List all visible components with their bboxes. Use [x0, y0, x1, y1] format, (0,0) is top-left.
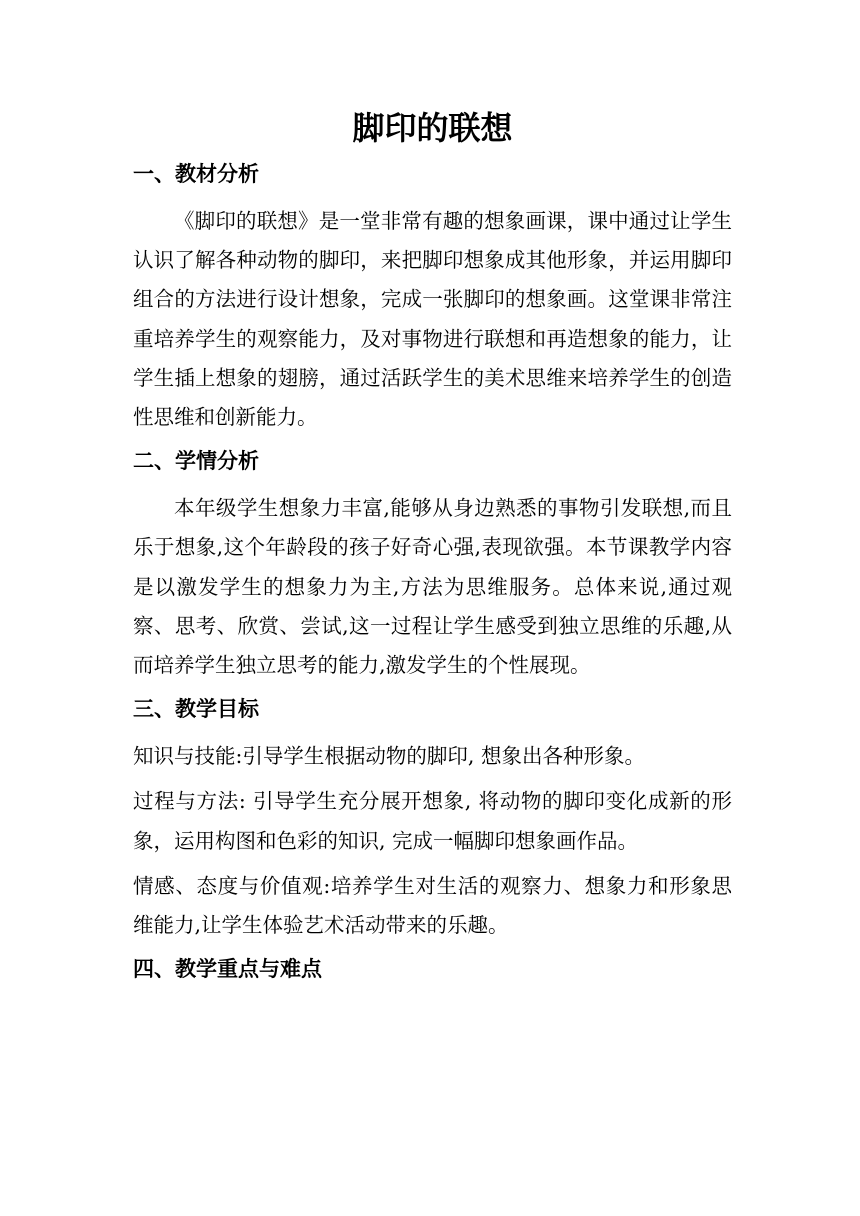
section-paragraph-textbook-analysis: 《脚印的联想》是一堂非常有趣的想象画课，课中通过让学生认识了解各种动物的脚印，来把脚印想象成其他形象，并运用脚印组合的方法进行设计想象，完成一张脚印的想象画。这堂课非常注重培养学生的观察能力，及对事物进行联想和再造想象的能力，让学生插上想象的翅膀，通过活跃学生的美术思维来培养学生的创造性思维和创新能力。 — [133, 209, 732, 430]
section-heading-student-analysis: 二、学情分析 — [133, 449, 259, 474]
objective-emotion-attitude-values: 情感、态度与价值观:培养学生对生活的观察力、想象力和形象思维能力,让学生体验艺术活动带来的乐趣。 — [133, 873, 732, 938]
objective-knowledge-skills: 知识与技能:引导学生根据动物的脚印, 想象出各种形象。 — [133, 744, 645, 769]
document-title: 脚印的联想 — [352, 109, 513, 147]
section-heading-key-points-difficulties: 四、教学重点与难点 — [133, 957, 322, 982]
section-paragraph-student-analysis: 本年级学生想象力丰富,能够从身边熟悉的事物引发联想,而且乐于想象,这个年龄段的孩子好奇心强,表现欲强。本节课教学内容是以激发学生的想象力为主,方法为思维服务。总体来说,通过观察、思考、欣赏、尝试,这一过程让学生感受到独立思维的乐趣,从而培养学生独立思考的能力,激发学生的个性展现。 — [133, 496, 732, 678]
section-heading-teaching-objectives: 三、教学目标 — [133, 697, 259, 722]
section-heading-textbook-analysis: 一、教材分析 — [133, 162, 259, 186]
objective-process-methods: 过程与方法: 引导学生充分展开想象, 将动物的脚印变化成新的形象，运用构图和色彩的知识, 完成一幅脚印想象画作品。 — [133, 789, 732, 853]
